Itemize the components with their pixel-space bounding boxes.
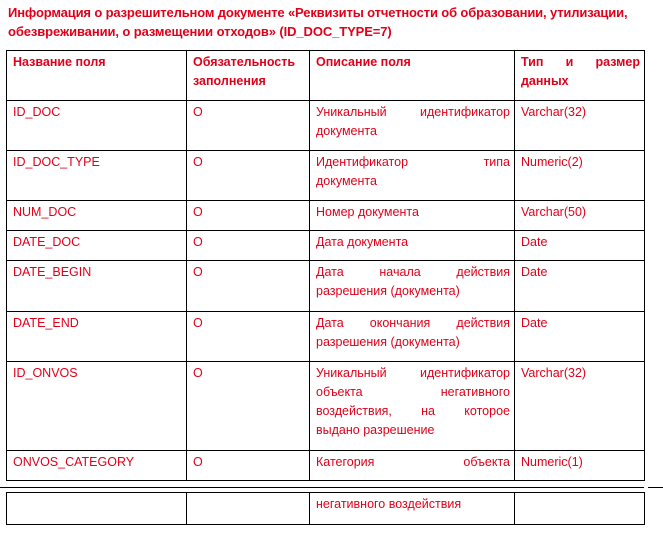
table-row xyxy=(7,451,645,481)
type-cell: Varchar(32) xyxy=(515,362,645,451)
field-name-cell: NUM_DOC xyxy=(7,201,187,231)
required-cell: О xyxy=(187,231,310,261)
table-row xyxy=(7,261,645,312)
required-cell: О xyxy=(187,362,310,451)
type-cell: Date xyxy=(515,312,645,362)
title-line-2: обезвреживании, о размещении отходов» (ID_DOC_TYPE=7) xyxy=(8,24,392,39)
table-row xyxy=(7,493,645,525)
field-name-cell: DATE_END xyxy=(7,312,187,362)
required-cell: О xyxy=(187,151,310,201)
fields-table xyxy=(6,50,645,481)
description-cell: Дата документа xyxy=(310,231,515,261)
required-cell: О xyxy=(187,261,310,312)
field-name-cell: DATE_DOC xyxy=(7,231,187,261)
field-name-cell xyxy=(7,493,187,525)
description-cell: Дата начала действия разрешения (документа) xyxy=(310,261,515,312)
header-description: Описание поля xyxy=(310,51,515,101)
required-cell: О xyxy=(187,312,310,362)
header-required: Обязательность заполнения xyxy=(187,51,310,101)
field-name-cell: DATE_BEGIN xyxy=(7,261,187,312)
field-name-cell: ID_DOC xyxy=(7,101,187,151)
field-name-cell: ONVOS_CATEGORY xyxy=(7,451,187,481)
description-cell: Идентификатор типа документа xyxy=(310,151,515,201)
field-name-cell: ID_ONVOS xyxy=(7,362,187,451)
header-field-name: Название поля xyxy=(7,51,187,101)
type-cell xyxy=(515,493,645,525)
type-cell: Numeric(2) xyxy=(515,151,645,201)
title-line-1: Информация о разрешительном документе «Реквизиты отчетности об образовании, утилизации, xyxy=(8,5,628,20)
required-cell: О xyxy=(187,101,310,151)
table-row xyxy=(7,151,645,201)
page-break-line xyxy=(0,487,663,488)
description-cell: негативного воздействия xyxy=(310,493,515,525)
table-row xyxy=(7,231,645,261)
continuation-table xyxy=(6,492,645,525)
table-row xyxy=(7,362,645,451)
required-cell xyxy=(187,493,310,525)
description-cell: Уникальный идентификатор документа xyxy=(310,101,515,151)
required-cell: О xyxy=(187,201,310,231)
document-title xyxy=(8,3,658,41)
field-name-cell: ID_DOC_TYPE xyxy=(7,151,187,201)
description-cell: Категория объекта xyxy=(310,451,515,481)
type-cell: Date xyxy=(515,261,645,312)
type-cell: Varchar(32) xyxy=(515,101,645,151)
table-row xyxy=(7,201,645,231)
type-cell: Varchar(50) xyxy=(515,201,645,231)
header-type: Тип и размер данных xyxy=(515,51,645,101)
type-cell: Date xyxy=(515,231,645,261)
required-cell: О xyxy=(187,451,310,481)
table-row xyxy=(7,101,645,151)
table-row xyxy=(7,312,645,362)
description-cell: Дата окончания действия разрешения (документа) xyxy=(310,312,515,362)
description-cell: Уникальный идентификатор объекта негативного воздействия, на которое выдано разрешение xyxy=(310,362,515,451)
description-cell: Номер документа xyxy=(310,201,515,231)
type-cell: Numeric(1) xyxy=(515,451,645,481)
table-header-row xyxy=(7,51,645,101)
